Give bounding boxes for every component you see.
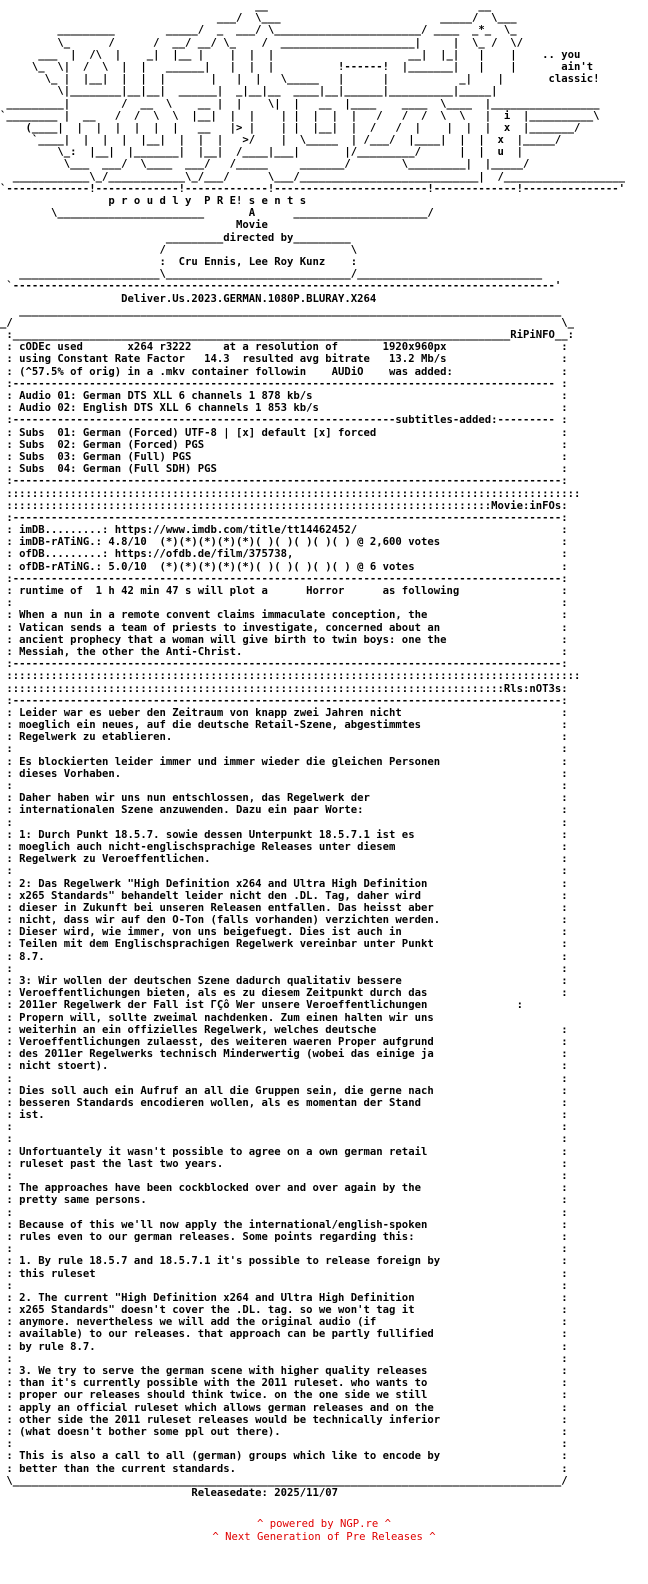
nfo-line: :::::::::::::::::::::::::::::::::::::::::::::::::::::::::::::::::::::::::::::::::::::::::: (0, 487, 581, 500)
nfo-line: : imDB-rATiNG.: 4.8/10 (*)(*)(*)(*)(*)( )( )( )( )( ) @ 2,600 votes : (0, 536, 568, 549)
nfo-line: : Daher haben wir uns nun entschlossen, das Regelwerk der : (0, 792, 568, 805)
nfo-line: :--------------------------------------------------------------------------------------: (0, 658, 568, 671)
nfo-line: ______________________\_____________________________/_____________________________ (0, 268, 543, 281)
nfo-line: : nicht stoert). : (0, 1060, 568, 1073)
nfo-line: : imDB.........: https://www.imdb.com/title/tt14462452/ : (0, 524, 568, 537)
nfo-line: : better than the current standards. : (0, 1462, 568, 1475)
nfo-line: : ist. : (0, 1109, 568, 1122)
nfo-line: : : (0, 816, 568, 829)
footer (0, 1518, 648, 1544)
nfo-line: : : (0, 597, 568, 610)
nfo-line: : Leider war es ueber den Zeitraum von knapp zwei Jahren nicht : (0, 706, 568, 719)
nfo-line: : Subs 02: German (Forced) PGS : (0, 438, 568, 451)
nfo-line: : Dieser wird, wie immer, von uns beigefuegt. Dies ist auch in : (0, 926, 568, 939)
nfo-line: : weiterhin an ein offizielles Regelwerk, welches deutsche : (0, 1023, 568, 1036)
nfo-line: ___ | /\ | _| |__ | | | | __| |_| | | .. you (0, 48, 581, 61)
nfo-line: / \ (0, 243, 358, 256)
nfo-line: : apply an official ruleset which allows german releases and on the : (0, 1401, 568, 1414)
nfo-line: :------------------------------------------------------------------------------------- : (0, 377, 568, 390)
nfo-line: \___ ___/ \____ ___/ /_____ _______/ \_________| |_____/ (0, 158, 530, 171)
nfo-line: Releasedate: 2025/11/07 (0, 1486, 339, 1499)
nfo-line: : Veroeffentlichungen zulaesst, des weiteren waeren Proper aufgrund : (0, 1035, 568, 1048)
nfo-line: : (what doesn't bother some ppl out there). : (0, 1425, 568, 1438)
nfo-line: : using Constant Rate Factor 14.3 resulted avg bitrate 13.2 Mb/s : (0, 353, 568, 366)
nfo-line: : : (0, 1352, 568, 1365)
nfo-line: : Dies soll auch ein Aufruf an all die Gruppen sein, die gerne nach : (0, 1084, 568, 1097)
nfo-line: : moeglich auch nicht-englischsprachige Releases unter diesem : (0, 840, 568, 853)
nfo-line: : Subs 04: German (Full SDH) PGS : (0, 463, 568, 476)
nfo-line: : Vatican sends a team of priests to investigate, concerned about an : (0, 621, 568, 634)
nfo-line: : 2. The current "High Definition x264 and Ultra High Definition : (0, 1291, 568, 1304)
nfo-line: : Regelwerk zu Veroeffentlichen. : (0, 853, 568, 866)
nfo-line: : moeglich ein neues, auf die deutsche Retail-Szene, abgestimmtes : (0, 719, 568, 732)
nfo-line: : The approaches have been cockblocked over and over again by the : (0, 1182, 568, 1195)
nfo-line: : runtime of 1 h 42 min 47 s will plot a Horror as following : (0, 585, 568, 597)
nfo-line: : : (0, 1072, 568, 1085)
nfo-line: _________| / __ \ __ | | \| | __ |____ ____ \____ |_________________ (0, 97, 600, 110)
nfo-line: : by rule 8.7. : (0, 1340, 568, 1353)
nfo-line: : Propern will, sollte zweimal nachdenken. Zum einen halten wir uns (0, 1011, 568, 1024)
nfo-line: _________ _____/ _ ___/ \_______________________/ ____ _*_ \_ (0, 24, 517, 37)
nfo-line: :--------------------------------------------------------------------------------------: (0, 475, 568, 488)
nfo-line: ____________\_/____________\_/___/ \___/____________________________| /___________________ (0, 170, 626, 183)
nfo-line: : : (0, 780, 568, 792)
nfo-line: : Regelwerk zu etablieren. : (0, 731, 568, 744)
nfo-line: : Veroeffentlichungen bieten, als es zu diesem Zeitpunkt durch das : (0, 987, 568, 1000)
nfo-line: : nicht, dass wir auf den O-Ton (falls vorhanden) verzichten werden. : (0, 914, 568, 927)
nfo-line: \_ \| / \ | | ______| | | | !------! |_______| | | ain't (0, 60, 594, 73)
nfo-line: : Es blockierten leider immer und immer wieder die gleichen Personen : (0, 755, 568, 768)
nfo-line: : besseren Standards encodieren wollen, als es momentan der Stand : (0, 1096, 568, 1109)
nfo-line: :--------------------------------------------------------------------------------------: (0, 511, 568, 524)
nfo-line: : cODEc used x264 r3222 at a resolution of 1920x960px : (0, 341, 568, 354)
nfo-line: : Because of this we'll now apply the international/english-spoken : (0, 1218, 568, 1231)
nfo-line: `________ | __ / / \ \ |__| | | | | | | | / / / \ \ | i |__________\ (0, 109, 600, 122)
footer-tagline: ^ Next Generation of Pre Releases ^ (212, 1530, 436, 1543)
nfo-line: : : (0, 1279, 568, 1292)
nfo-line: `____| | | | |__| | | | >/ | \_____ | /___/ |____| | | x |_____/ (0, 134, 562, 147)
nfo-line: : x265 Standards" behandelt leider nicht den .DL. Tag, daher wird : (0, 889, 568, 902)
nfo-line: ::::::::::::::::::::::::::::::::::::::::::::::::::::::::::::::::::::::::::::Movie:inFOs: (0, 499, 568, 512)
nfo-line: `-------------------------------------------------------------------------------------' (0, 280, 562, 293)
footer-powered-by: ^ powered by NGP.re ^ (257, 1518, 391, 1530)
nfo-line: \_ | |__| | | | | | | \_____ | | _| | classic! (0, 73, 600, 86)
nfo-line: : ruleset past the last two years. : (0, 1157, 568, 1170)
nfo-line: : 2: Das Regelwerk "High Definition x264 and Ultra High Definition : (0, 877, 568, 890)
nfo-line: : : (0, 1206, 568, 1219)
nfo-line: : than it's currently possible with the 2011 ruleset. who wants to : (0, 1377, 568, 1390)
nfo-line: : other side the 2011 ruleset releases would be technically inferior : (0, 1413, 568, 1426)
nfo-line: : 8.7. : (0, 950, 568, 963)
nfo-line: : ofDB.........: https://ofdb.de/film/375738, : (0, 548, 568, 561)
nfo-line: : ancient prophecy that a woman will give birth to twin boys: one the : (0, 633, 568, 646)
nfo-line: : Teilen mit dem Englischsprachigen Regelwerk vereinbar unter Punkt : (0, 938, 568, 951)
nfo-line: : : (0, 1243, 568, 1256)
nfo-line: : : (0, 1121, 568, 1134)
nfo-line: : x265 Standards" doesn't cover the .DL. tag. so we won't tag it : (0, 1304, 568, 1317)
nfo-line: : : (0, 743, 568, 756)
nfo-line: _____________________________________________________________________________________ (0, 304, 562, 317)
nfo-line: : dieser in Zukunft bei unseren Releasen entfallen. Das heisst aber : (0, 901, 568, 914)
nfo-line: : this ruleset : (0, 1267, 568, 1280)
nfo-line: : Subs 01: German (Forced) UTF-8 | [x] default [x] forced : (0, 426, 568, 439)
nfo-line: ::::::::::::::::::::::::::::::::::::::::::::::::::::::::::::::::::::::::::::::Rls:nOT3s: (0, 682, 568, 695)
nfo-line: : des 2011er Regelwerks technisch Minderwertig (wobei das einige ja : (0, 1048, 568, 1061)
nfo-line: :--------------------------------------------------------------------------------------: (0, 694, 568, 707)
nfo-line: : pretty same persons. : (0, 1194, 568, 1207)
nfo-line: : Messiah, the other the Anti-Christ. : (0, 645, 568, 658)
nfo-line: : Unfortuantely it wasn't possible to agree on a own german retail : (0, 1145, 568, 1158)
nfo-line: `-------------!-------------!-------------!------------------------!-------------!---------------' (0, 182, 626, 195)
nfo-line: : 1: Durch Punkt 18.5.7. sowie dessen Unterpunkt 18.5.7.1 ist es : (0, 828, 568, 841)
nfo-line: :--------------------------------------------------------------------------------------: (0, 572, 568, 585)
nfo-line: : Audio 01: German DTS XLL 6 channels 1 878 kb/s : (0, 390, 568, 402)
nfo-line: : anymore. nevertheless we will add the original audio (if : (0, 1316, 568, 1329)
nfo-line: \_ / / __/ __/ \_ / _____________________| | \_ / \/ (0, 36, 523, 49)
nfo-line: : 3: Wir wollen der deutschen Szene dadurch qualitativ bessere : (0, 975, 568, 987)
nfo-line: : When a nun in a remote convent claims immaculate conception, the : (0, 609, 568, 622)
nfo-line: : (^57.5% of orig) in a .mkv container followin AUDiO was added: : (0, 365, 568, 378)
nfo-line: : : (0, 1170, 568, 1182)
nfo-line: _________directed by_________ (0, 231, 351, 244)
nfo-line: \|________|__|__| ______| _|__|__ ____|__|______|__________|_____| (0, 85, 498, 98)
nfo-line: p r o u d l y P R E! s e n t s (0, 195, 307, 207)
nfo-line: :::::::::::::::::::::::::::::::::::::::::::::::::::::::::::::::::::::::::::::::::::::::::: (0, 670, 581, 683)
nfo-line: __ __ (0, 0, 492, 12)
nfo-line: : 2011er Regelwerk der Fall ist ΓÇô Wer unsere Veroeffentlichungen : (0, 999, 523, 1012)
nfo-line: Movie (0, 219, 268, 232)
nfo-line: : 1. By rule 18.5.7 and 18.5.7.1 it's possible to release foreign by : (0, 1255, 568, 1268)
nfo-line: : ofDB-rATiNG.: 5.0/10 (*)(*)(*)(*)(*)( )( )( )( )( ) @ 6 votes : (0, 560, 568, 573)
nfo-line: \_______________________ A _____________________/ (0, 207, 434, 220)
nfo-line: (____| | | | | | | __ |> | | | |__| | / / | | | | x |_______/ (0, 121, 581, 134)
nfo-line: : available) to our releases. that approach can be partly fullified : (0, 1328, 568, 1341)
nfo-line: : : (0, 962, 568, 975)
nfo-line: :______________________________________________________________________________RiPiNFO__: (0, 329, 575, 342)
nfo-line: : Audio 02: English DTS XLL 6 channels 1 853 kb/s : (0, 402, 568, 415)
nfo-line: :------------------------------------------------------------subtitles-added:--------- : (0, 414, 568, 427)
nfo-line: : This is also a call to all (german) groups which like to encode by : (0, 1450, 568, 1463)
nfo-line: : 3. We try to serve the german scene with higher quality releases : (0, 1365, 568, 1377)
nfo-line: : : (0, 1438, 568, 1451)
nfo-line: : : (0, 1133, 568, 1146)
nfo-line: : Subs 03: German (Full) PGS : (0, 450, 568, 463)
nfo-line: : Cru Ennis, Lee Roy Kunz : (0, 255, 358, 268)
nfo-line: _/ \_ (0, 316, 575, 329)
nfo-line: : dieses Vorhaben. : (0, 767, 568, 780)
nfo-line: : proper our releases should think twice. on the one side we still : (0, 1389, 568, 1402)
nfo-line: ___/ \___ _____/ \___ (0, 12, 517, 25)
nfo-line: Deliver.Us.2023.GERMAN.1080P.BLURAY.X264 (0, 292, 377, 305)
nfo-line: \_: |__| |_______| |__| /____|___| |/_________/ | | u | (0, 146, 523, 159)
nfo-line: : internationalen Szene anzuwenden. Dazu ein paar Worte: : (0, 804, 568, 817)
nfo-line: : rules even to our german releases. Some points regarding this: : (0, 1230, 568, 1243)
nfo-line: \______________________________________________________________________________________/ (0, 1474, 568, 1487)
nfo-line: : : (0, 865, 568, 878)
